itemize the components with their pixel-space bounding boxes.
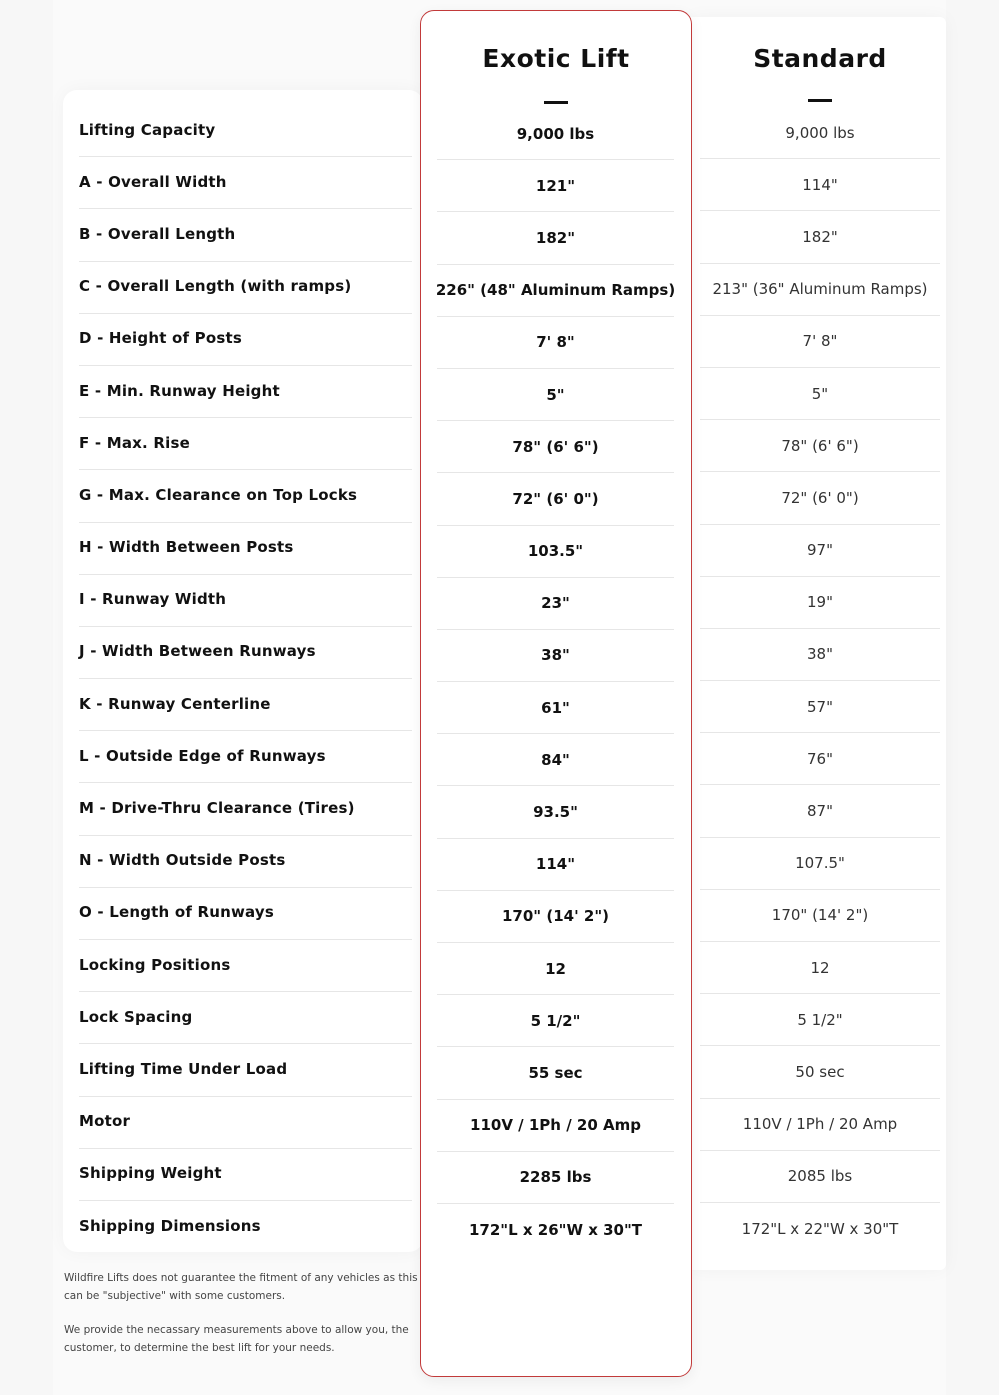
exotic-lift-value: 55 sec: [437, 1047, 674, 1099]
exotic-lift-value: 103.5": [437, 526, 674, 578]
exotic-lift-value: 61": [437, 682, 674, 734]
standard-value: 107.5": [700, 838, 940, 890]
exotic-lift-value: 93.5": [437, 786, 674, 838]
spec-label: C - Overall Length (with ramps): [79, 262, 412, 314]
exotic-lift-value: 23": [437, 578, 674, 630]
spec-label: Lifting Capacity: [79, 105, 412, 157]
spec-label: Shipping Dimensions: [79, 1217, 261, 1236]
exotic-lift-values-column: [437, 108, 674, 1256]
exotic-lift-value: 182": [437, 212, 674, 264]
standard-value: 2085 lbs: [700, 1151, 940, 1203]
spec-label: N - Width Outside Posts: [79, 836, 412, 888]
spec-label: M - Drive-Thru Clearance (Tires): [79, 783, 412, 835]
spec-label: Shipping Weight: [79, 1149, 412, 1201]
spec-label: O - Length of Runways: [79, 888, 412, 940]
spec-label: D - Height of Posts: [79, 314, 412, 366]
standard-value: 5": [700, 368, 940, 420]
standard-value: 38": [700, 629, 940, 681]
standard-value: 76": [700, 733, 940, 785]
exotic-lift-value: 170" (14' 2"): [437, 891, 674, 943]
standard-value: 87": [700, 785, 940, 837]
spec-label: Lifting Time Under Load: [79, 1044, 412, 1096]
spec-label: I - Runway Width: [79, 575, 412, 627]
standard-value: 97": [700, 525, 940, 577]
exotic-title-dash: [544, 101, 568, 104]
spec-label: Motor: [79, 1097, 412, 1149]
exotic-lift-value: 226" (48" Aluminum Ramps): [437, 265, 674, 317]
exotic-lift-value: 72" (6' 0"): [437, 473, 674, 525]
measurements-note: We provide the necassary measurements above to allow you, the customer, to determine the best lift for your needs.: [64, 1324, 409, 1354]
exotic-lift-value: 5 1/2": [437, 995, 674, 1047]
standard-value: 182": [700, 211, 940, 263]
exotic-lift-value: 38": [437, 630, 674, 682]
exotic-lift-value: 2285 lbs: [437, 1152, 674, 1204]
exotic-lift-column-title: Exotic Lift: [482, 44, 630, 73]
exotic-lift-value: 172"L x 26"W x 30"T: [468, 1221, 643, 1240]
exotic-lift-value: 84": [437, 734, 674, 786]
exotic-lift-value: 9,000 lbs: [437, 108, 674, 160]
standard-value: 19": [700, 577, 940, 629]
spec-label: H - Width Between Posts: [79, 523, 412, 575]
standard-value: 57": [700, 681, 940, 733]
fitment-disclaimer: Wildfire Lifts does not guarantee the fitment of any vehicles as this can be "subjective" with some customers.: [64, 1272, 418, 1302]
standard-column-title: Standard: [753, 44, 887, 73]
exotic-lift-value: 7' 8": [437, 317, 674, 369]
spec-label: G - Max. Clearance on Top Locks: [79, 470, 412, 522]
standard-value: 72" (6' 0"): [700, 472, 940, 524]
exotic-lift-value: 114": [437, 839, 674, 891]
standard-value: 7' 8": [700, 316, 940, 368]
standard-value: 12: [700, 942, 940, 994]
standard-values-column: [700, 107, 940, 1255]
spec-label: J - Width Between Runways: [79, 627, 412, 679]
spec-label: B - Overall Length: [79, 209, 412, 261]
standard-value: 213" (36" Aluminum Ramps): [700, 264, 940, 316]
exotic-lift-value: 121": [437, 160, 674, 212]
spec-label: A - Overall Width: [79, 157, 412, 209]
standard-value: 50 sec: [700, 1046, 940, 1098]
exotic-lift-value: 110V / 1Ph / 20 Amp: [437, 1100, 674, 1152]
spec-label: F - Max. Rise: [79, 418, 412, 470]
exotic-lift-value: 12: [437, 943, 674, 995]
standard-value: 114": [700, 159, 940, 211]
spec-label: Lock Spacing: [79, 992, 412, 1044]
spec-labels-column: [79, 105, 412, 1253]
standard-value: 78" (6' 6"): [700, 420, 940, 472]
spec-label: Locking Positions: [79, 940, 412, 992]
standard-value: 5 1/2": [700, 994, 940, 1046]
spec-label: K - Runway Centerline: [79, 679, 412, 731]
exotic-lift-value: 5": [437, 369, 674, 421]
standard-title-dash: [808, 99, 832, 102]
standard-value: 110V / 1Ph / 20 Amp: [700, 1099, 940, 1151]
spec-label: E - Min. Runway Height: [79, 366, 412, 418]
standard-value: 9,000 lbs: [700, 107, 940, 159]
standard-value: 170" (14' 2"): [700, 890, 940, 942]
standard-value: 172"L x 22"W x 30"T: [741, 1220, 899, 1239]
exotic-lift-value: 78" (6' 6"): [437, 421, 674, 473]
spec-label: L - Outside Edge of Runways: [79, 731, 412, 783]
